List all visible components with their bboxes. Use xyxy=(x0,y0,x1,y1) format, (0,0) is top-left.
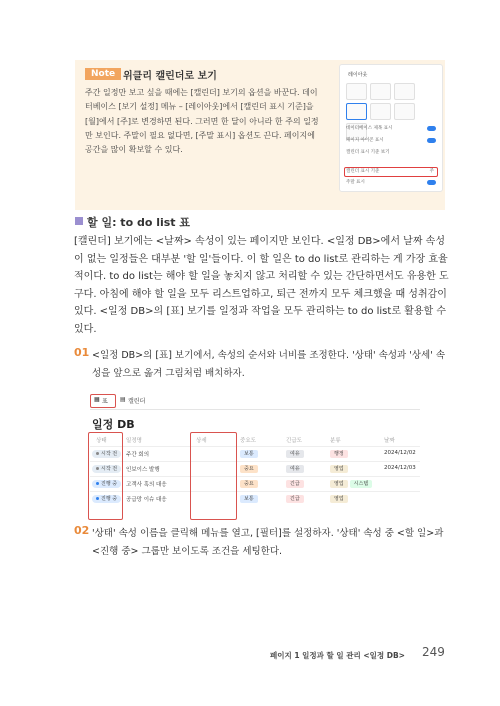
calendar-icon: ▤ xyxy=(120,396,126,403)
urgency-tag: 긴급 xyxy=(286,480,304,488)
db-table-screenshot xyxy=(90,394,420,518)
importance-tag: 중요 xyxy=(240,465,258,473)
urgency-tag: 여유 xyxy=(286,465,304,473)
category-tag: 시스템 xyxy=(350,480,373,488)
row-date: 2024/12/02 xyxy=(384,450,416,456)
category-tag: 영업 xyxy=(330,480,348,488)
view-tabs xyxy=(90,394,420,410)
step-number: 02 xyxy=(74,524,90,537)
header-detail: 상세 xyxy=(196,438,207,444)
section-bullet-icon xyxy=(75,217,83,225)
db-title: 일정 DB xyxy=(92,418,135,431)
row-name: 주간 회의 xyxy=(126,452,150,458)
row-name: 인보이스 발행 xyxy=(126,467,160,473)
layout-icon xyxy=(370,83,391,100)
toggle-icon xyxy=(427,126,436,131)
section-paragraph: [캘린더] 보기에는 <날짜> 속성이 있는 페이지만 보인다. <일정 DB>에서 날짜 속성이 없는 일정들은 대부분 '할 일'들이다. 이 할 일은 to do list로 관리하는 게 가장 효율적이다. to do list는 해야 할 일을 놓치지 않고 처리할 수 있는 간단하면서도 유용한 도구다. 아침에 해야 할 일을 모두 리스트업하고, 퇴근 전까지 모두 체크했을 때 성취감이 있다. <일정 DB>의 [표] 보기를 일정과 작업을 모두 관리하는 to do list로 활용할 수 있다. xyxy=(74,236,449,335)
status-badge: 시작 전 xyxy=(92,465,121,473)
importance-tag: 중요 xyxy=(240,480,258,488)
row-name: 고객사 혹의 대응 xyxy=(126,482,167,488)
note-badge: Note xyxy=(85,68,121,80)
section-title: 할 일: to do list 표 xyxy=(87,216,191,229)
step-text: <일정 DB>의 [표] 보기에서, 속성의 순서와 너비를 조정한다. '상태' 속성과 '상세' 속성을 앞으로 옮겨 그림처럼 배치하자. xyxy=(92,350,446,379)
status-badge: 시작 전 xyxy=(92,450,121,458)
row-date: 2024/12/03 xyxy=(384,465,416,471)
step-text: '상태' 속성 이름을 클릭해 메뉴를 열고, [필터]를 설정하자. '상태' 속성 중 <할 일>과 <진행 중> 그룹만 보이도록 조건을 세팅한다. xyxy=(92,528,444,557)
toggle-icon xyxy=(427,180,436,185)
toggle-icon xyxy=(427,138,436,143)
layout-icon xyxy=(394,83,415,100)
layout-icon xyxy=(370,103,391,120)
table-row xyxy=(90,491,420,507)
step-number: 01 xyxy=(74,346,90,359)
header-date: 날짜 xyxy=(384,438,395,444)
importance-tag: 보통 xyxy=(240,495,258,503)
option-row: 주말 표시 xyxy=(346,179,436,188)
calendar-layout-icon xyxy=(346,103,367,120)
table-icon: ▦ xyxy=(94,396,100,403)
header-name: 일정명 xyxy=(126,438,142,444)
panel-title: 레이아웃 xyxy=(348,72,368,78)
tab-table: 표 xyxy=(102,398,108,405)
note-box xyxy=(75,60,445,210)
highlight-box xyxy=(344,167,438,177)
header-category: 분류 xyxy=(330,438,341,444)
category-tag: 영업 xyxy=(330,495,348,503)
importance-tag: 보통 xyxy=(240,450,258,458)
urgency-tag: 여유 xyxy=(286,450,304,458)
detail-column-highlight xyxy=(190,432,237,520)
status-badge: 진행 중 xyxy=(92,495,121,503)
status-column-highlight xyxy=(88,432,123,520)
category-tag: 영업 xyxy=(330,465,348,473)
table-row xyxy=(90,476,420,492)
tab-calendar: 캘린더 xyxy=(128,398,146,405)
layout-icon xyxy=(346,83,367,100)
header-status: 상태 xyxy=(96,438,107,444)
footer-chapter: 페이지 1 일정과 할 일 관리 <일정 DB> xyxy=(270,651,405,660)
header-importance: 중요도 xyxy=(240,438,256,444)
layout-options-panel xyxy=(339,64,443,192)
table-row xyxy=(90,446,420,462)
row-name: 공급망 이슈 대응 xyxy=(126,497,167,503)
category-tag: 행정 xyxy=(330,450,348,458)
option-row: 캘린더 표시 기준 보기 xyxy=(346,150,390,155)
header-urgency: 긴급도 xyxy=(286,438,302,444)
note-body: 주간 일정만 보고 싶을 때에는 [캘린더] 보기의 옵션을 바꾼다. 데이터베이스 [보기 설정] 메뉴 – [레이아웃]에서 [캘린더 표시 기준]을 [월]에서 [주]로 변경하면 된다. 그러면 한 달이 아니라 한 주의 일정만 보인다. 주말이 필요 없다면, [주말 표시] 옵션도 끈다. 페이지에 공간을 많이 확보할 수 있다. xyxy=(85,88,319,155)
layout-icon xyxy=(394,103,415,120)
page-number: 249 xyxy=(422,645,445,659)
table-row xyxy=(90,461,420,477)
urgency-tag: 긴급 xyxy=(286,495,304,503)
option-row-highlighted: 캘린더 표시 기준 주 xyxy=(346,169,434,174)
note-title: 위클리 캘린더로 보기 xyxy=(123,71,217,82)
option-row: 페이지 아이콘 표시 xyxy=(346,137,436,146)
option-row: 데이터베이스 제목 표시 xyxy=(346,125,436,134)
status-badge: 진행 중 xyxy=(92,480,121,488)
